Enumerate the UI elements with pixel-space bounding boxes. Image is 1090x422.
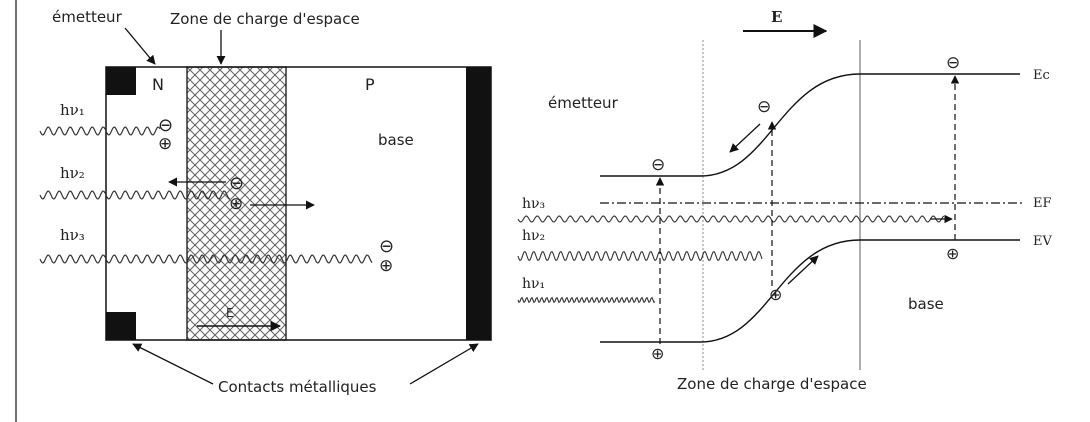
- label-depletion-right: Zone de charge d'espace: [677, 375, 867, 393]
- photon-wave-3-right: [518, 216, 944, 222]
- label-p: P: [365, 75, 375, 94]
- hole-1: ⊕: [158, 134, 173, 154]
- photon-label-3: hν₃: [60, 226, 85, 244]
- right-panel: [518, 8, 1052, 393]
- photon-wave-1: [40, 127, 160, 135]
- contact-pointer-left: [133, 344, 213, 384]
- label-depletion-zone: Zone de charge d'espace: [170, 10, 360, 28]
- electron-2: ⊖: [229, 173, 245, 194]
- label-ec: Ec: [1033, 68, 1050, 83]
- hole-3: ⊕: [379, 256, 394, 276]
- photon-label-1: hν₁: [60, 101, 85, 119]
- hole-slide-arrow: [788, 256, 818, 284]
- photon-wave-1-right: [518, 298, 655, 303]
- photon-label-2-right: hν₂: [522, 228, 546, 244]
- electron-3: ⊖: [379, 236, 395, 257]
- label-emitter-right: émetteur: [548, 94, 618, 112]
- label-emitter: émetteur: [52, 8, 122, 26]
- base-contact: [466, 67, 491, 340]
- emitter-contact-top: [106, 67, 136, 95]
- photon-label-2: hν₂: [60, 164, 85, 182]
- hole-r3: ⊕: [946, 244, 960, 263]
- photon-label-3-right: hν₃: [522, 196, 546, 212]
- electron-1: ⊖: [158, 115, 174, 136]
- emitter-pointer: [125, 28, 155, 64]
- hole-r1: ⊕: [651, 344, 665, 363]
- label-n: N: [152, 75, 164, 94]
- left-panel: [40, 8, 491, 396]
- electron-r1: ⊖: [651, 155, 666, 175]
- electron-r2: ⊖: [757, 97, 772, 117]
- label-field: E: [226, 306, 234, 320]
- electron-r3: ⊖: [946, 53, 961, 73]
- label-ef: EF: [1033, 196, 1052, 211]
- label-field-right: E: [771, 8, 783, 26]
- label-base: base: [378, 131, 414, 149]
- label-ev: EV: [1033, 234, 1052, 249]
- hole-r2: ⊕: [769, 285, 783, 304]
- emitter-contact-bottom: [106, 312, 136, 340]
- hole-2: ⊕: [229, 194, 244, 214]
- label-base-right: base: [908, 295, 944, 313]
- photon-label-1-right: hν₁: [522, 276, 546, 292]
- device-body: [106, 67, 491, 340]
- label-contacts: Contacts métalliques: [218, 378, 377, 396]
- contact-pointer-right: [410, 344, 478, 384]
- photon-wave-2-right: [518, 252, 762, 261]
